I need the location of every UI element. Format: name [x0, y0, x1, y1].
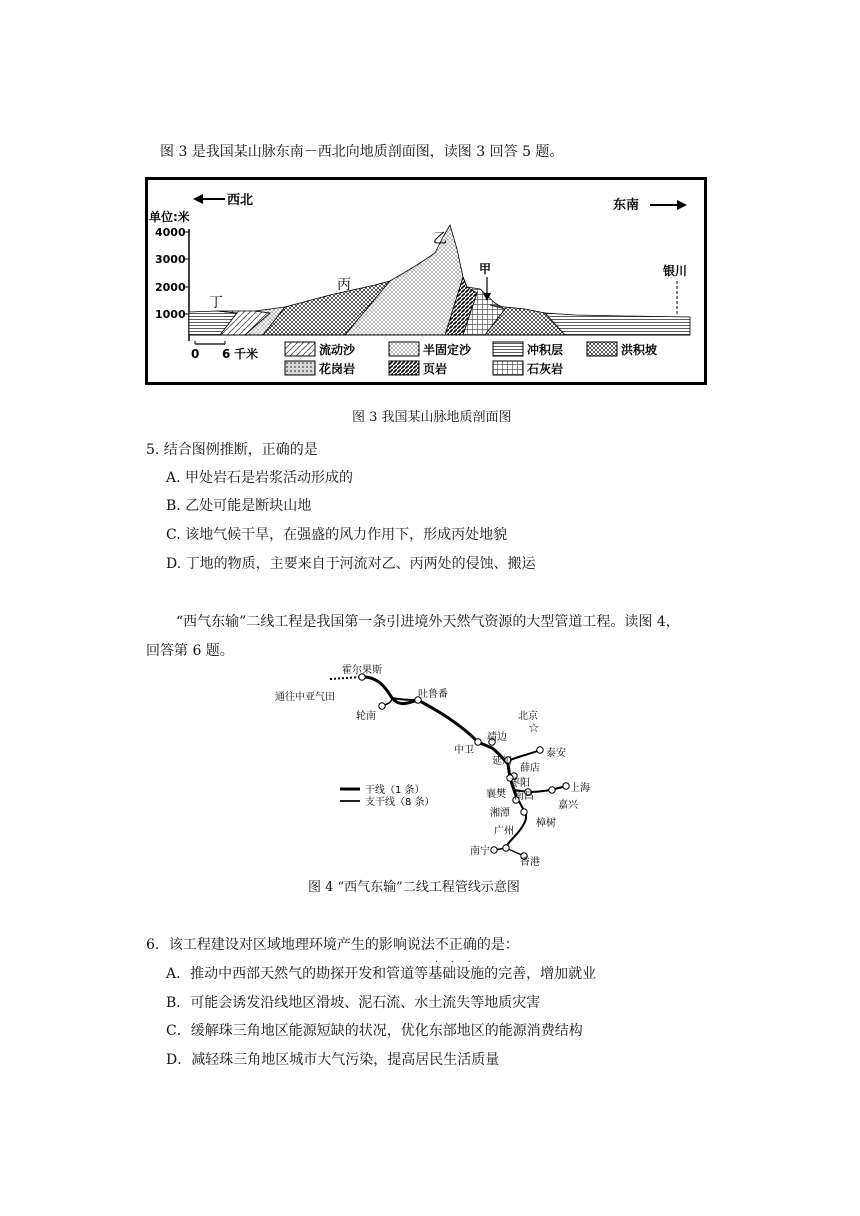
node-nanning — [491, 847, 497, 853]
legend-swatch-limestone — [493, 361, 523, 375]
y-tick-label-4000: 4000 — [155, 226, 186, 239]
label-nanning: 南宁 — [470, 846, 490, 857]
import-line-dotted — [330, 677, 362, 679]
node-zhongwei — [475, 739, 481, 745]
legend-label-limestone: 石灰岩 — [527, 362, 564, 376]
scale-unit: 千米 — [234, 347, 259, 361]
layer-alluvium-east — [545, 313, 690, 335]
legend-label-shale: 页岩 — [423, 362, 448, 376]
label-guangzhou: 广州 — [494, 826, 514, 837]
label-xiangfan: 襄樊 — [486, 789, 506, 800]
node-jiaxing — [549, 787, 555, 793]
q5-stem: 5. 结合图例推断，正确的是 — [146, 442, 318, 458]
y-tick-label-2000: 2000 — [155, 281, 186, 294]
legend-swatch-shale — [389, 361, 419, 375]
label-hongkong: 香港 — [520, 857, 540, 868]
q5-option-b: B. 乙处可能是断块山地 — [166, 498, 312, 514]
q5-option-d: D. 丁地的物质，主要来自于河流对乙、丙两处的侵蚀、搬运 — [166, 556, 536, 572]
figure-4-caption: 图 4 “西气东输”二线工程管线示意图 — [308, 880, 520, 895]
legend-swatch-semi-fixed-sand — [389, 342, 419, 356]
q6-stem-pre: 6．该工程建设对区域地理环境产生的影响说法 — [146, 937, 435, 953]
beijing-star-icon: ☆ — [528, 721, 540, 736]
q6-option-c: C．缓解珠三角地区能源短缺的状况，优化东部地区的能源消费结构 — [166, 1023, 583, 1039]
y-tick-label-1000: 1000 — [155, 308, 186, 321]
label-central-asia: 通往中亚气田 — [275, 692, 335, 703]
node-guangzhou — [503, 845, 509, 851]
label-shanghai: 上海 — [570, 783, 590, 794]
label-lunnan: 轮南 — [356, 711, 376, 722]
southeast-label: 东南 — [613, 198, 640, 213]
label-taian: 泰安 — [546, 748, 566, 759]
label-jiaxing: 嘉兴 — [558, 800, 578, 811]
label-yinchuan: 银川 — [663, 264, 688, 278]
q5-option-c: C. 该地气候干旱，在强盛的风力作用下，形成丙处地貌 — [166, 527, 508, 543]
q6-option-d: D．减轻珠三角地区城市大气污染，提高居民生活质量 — [166, 1052, 500, 1068]
legend-swatch-moving-sand — [285, 342, 315, 356]
label-ding: 丁 — [209, 295, 223, 311]
legend-branch-label: 支干线（8 条） — [365, 797, 435, 808]
node-zhangshu — [521, 809, 527, 815]
legend-swatch-pluvial — [587, 342, 617, 356]
legend-swatch-alluvium — [493, 342, 523, 356]
q6-stem-emphasis: 不正确 · · · — [434, 937, 477, 968]
figure-4-pipeline-map — [270, 662, 620, 868]
label-xiangtan: 湘潭 — [490, 808, 510, 819]
y-tick-label-3000: 3000 — [155, 253, 186, 266]
intro-text-fig4-line2: 回答第 6 题。 — [146, 643, 234, 659]
label-yi: 乙 — [433, 231, 447, 247]
legend-label-moving-sand: 流动沙 — [319, 343, 356, 357]
label-jia: 甲 — [479, 262, 492, 276]
intro-text-fig3: 图 3 是我国某山脉东南－西北向地质剖面图，读图 3 回答 5 题。 — [160, 144, 564, 160]
node-shanghai — [563, 783, 569, 789]
legend-swatch-granite — [285, 361, 315, 375]
label-turpan: 吐鲁番 — [418, 689, 448, 700]
q6-stem — [146, 936, 519, 968]
intro-text-fig4-line1: “西气东输”二线工程是我国第一条引进境外天然气资源的大型管道工程。读图 4， — [176, 614, 680, 630]
figure-3-geologic-section — [145, 177, 707, 385]
node-lunnan — [379, 703, 385, 709]
q6-option-b: B．可能会诱发沿线地区滑坡、泥石流、水土流失等地质灾害 — [166, 995, 541, 1011]
scale-label-6: 6 — [222, 347, 231, 361]
label-xuedian: 薛店 — [520, 763, 540, 774]
label-beijing: 北京 — [518, 711, 538, 722]
label-nanchang: 南昌 — [514, 791, 534, 802]
label-zhongwei: 中卫 — [454, 745, 474, 756]
legend-label-alluvium: 冲积层 — [527, 343, 564, 357]
label-jingbian: 靖边 — [487, 732, 507, 743]
northwest-label: 西北 — [227, 193, 254, 208]
branch-guangzhou — [506, 796, 526, 848]
q5-option-a: A. 甲处岩石是岩浆活动形成的 — [166, 470, 354, 486]
legend-label-semi-fixed-sand: 半固定沙 — [423, 343, 472, 357]
q6-stem-post: 的是： — [476, 937, 519, 953]
scale-label-0: 0 — [191, 347, 200, 361]
label-zhangshu: 樟树 — [536, 818, 556, 829]
unit-label: 单位:米 — [149, 210, 190, 224]
label-yanchuan: 延川 — [492, 756, 512, 767]
label-bing: 丙 — [337, 277, 351, 293]
q6-option-a: A．推动中西部天然气的勘探开发和管道等基础设施的完善，增加就业 — [166, 966, 597, 982]
legend-label-granite: 花岗岩 — [319, 362, 356, 376]
label-zaoyang: 枣阳 — [510, 778, 530, 789]
label-horgos: 霍尔果斯 — [342, 665, 382, 676]
branch-lunnan — [392, 698, 418, 700]
legend-label-pluvial: 洪积坡 — [621, 343, 658, 357]
branch-taian — [510, 750, 540, 760]
figure-3-caption: 图 3 我国某山脉地质剖面图 — [352, 410, 512, 425]
legend-main-label: 干线（1 条） — [365, 785, 425, 796]
node-taian — [537, 747, 543, 753]
